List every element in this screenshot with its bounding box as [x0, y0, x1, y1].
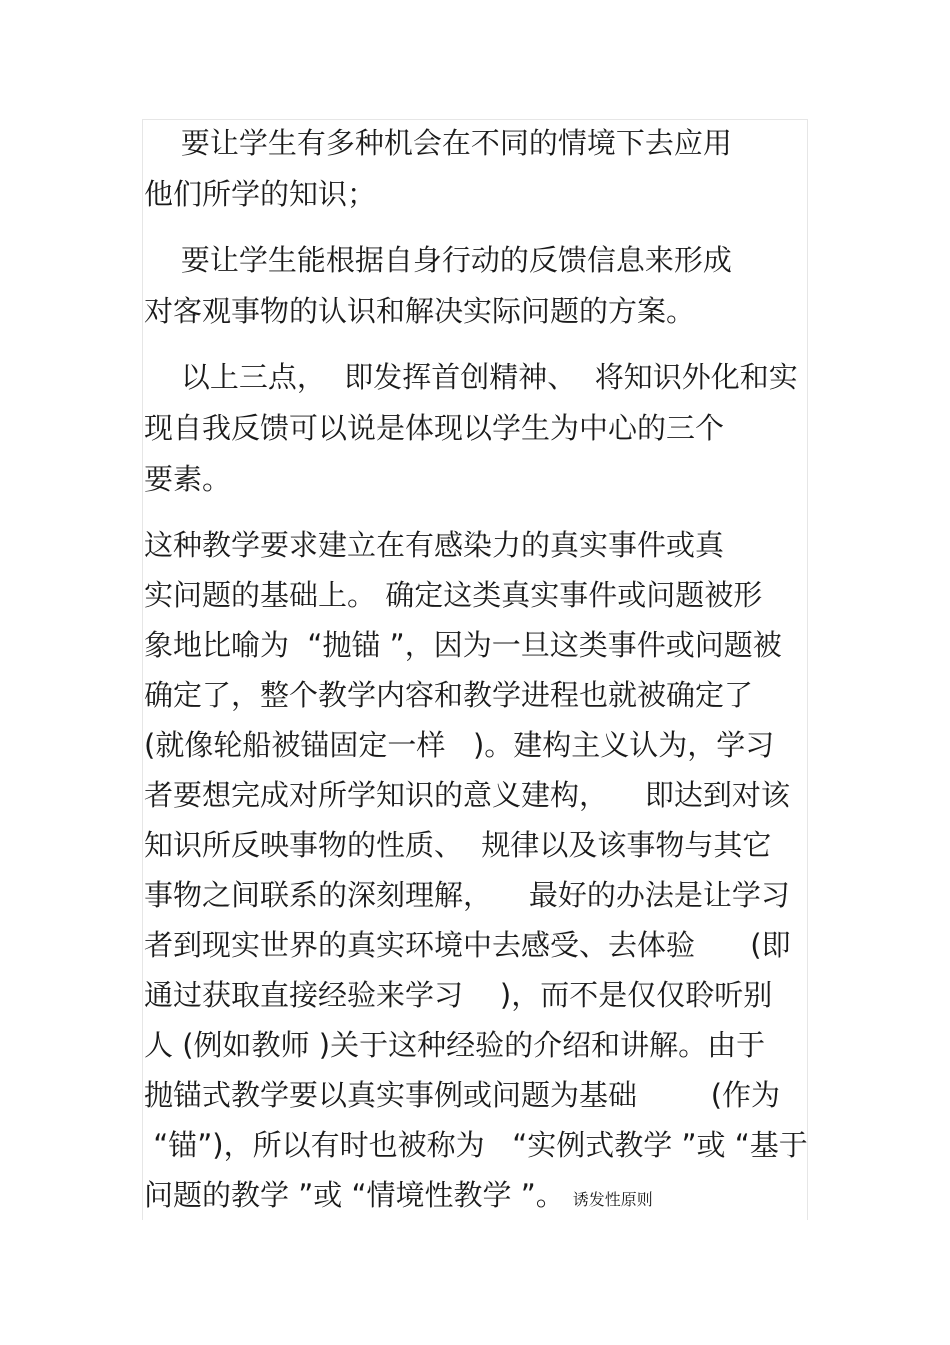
paragraph-2-line-1: 要让学生能根据自身行动的反馈信息来形成 [144, 243, 732, 277]
paragraph-4-line-10: 通过获取直接经验来学习 )，而不是仅仅聆听别 [144, 978, 773, 1012]
paragraph-3-line-1: 以上三点， 即发挥首创精神、 将知识外化和实 [144, 360, 798, 394]
paragraph-3-line-2: 现自我反馈可以说是体现以学生为中心的三个 [144, 411, 725, 445]
paragraph-4-line-3: 象地比喻为 “抛锚 ”，因为一旦这类事件或问题被 [144, 628, 782, 662]
paragraph-4-line-14-text: 问题的教学 ”或 “情境性教学 ”。 [144, 1178, 565, 1212]
paragraph-4-line-12: 抛锚式教学要以真实事例或问题为基础 (作为 [144, 1078, 781, 1112]
paragraph-3-line-3: 要素。 [144, 462, 232, 496]
paragraph-4-line-7: 知识所反映事物的性质、 规律以及该事物与其它 [144, 828, 772, 862]
paragraph-4-line-14 [144, 1177, 653, 1218]
paragraph-4-line-2: 实问题的基础上。 确定这类真实事件或问题被形 [144, 578, 763, 612]
paragraph-4-line-5: (就像轮船被锚固定一样 )。建构主义认为，学习 [144, 728, 775, 762]
trailing-note: 诱发性原则 [572, 1190, 653, 1209]
paragraph-4-line-8: 事物之间联系的深刻理解， 最好的办法是让学习 [144, 878, 790, 912]
paragraph-4-line-6: 者要想完成对所学知识的意义建构， 即达到对该 [144, 778, 790, 812]
paragraph-4-line-4: 确定了，整个教学内容和教学进程也就被确定了 [144, 678, 754, 712]
paragraph-2-line-2: 对客观事物的认识和解决实际问题的方案。 [144, 294, 696, 328]
paragraph-4-line-13: “锚”)，所以有时也被称为 “实例式教学 ”或 “基于 [144, 1128, 808, 1162]
paragraph-1-line-1: 要让学生有多种机会在不同的情境下去应用 [144, 126, 732, 160]
paragraph-1-line-2: 他们所学的知识； [144, 177, 377, 211]
paragraph-4-line-1: 这种教学要求建立在有感染力的真实事件或真 [144, 528, 725, 562]
paragraph-4-line-11: 人 (例如教师 )关于这种经验的介绍和讲解。由于 [144, 1028, 766, 1062]
paragraph-4-line-9: 者到现实世界的真实环境中去感受、去体验 (即 [144, 928, 791, 962]
